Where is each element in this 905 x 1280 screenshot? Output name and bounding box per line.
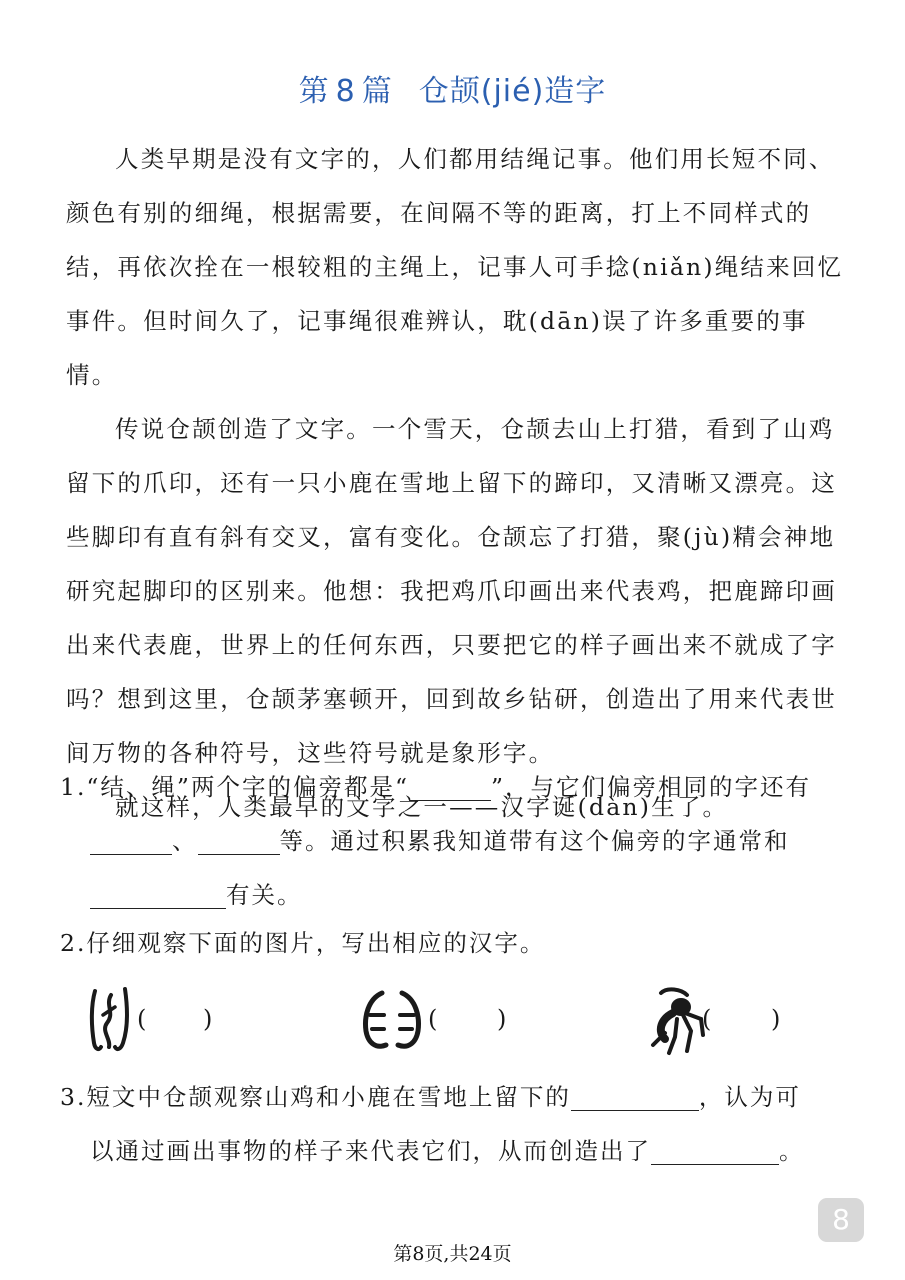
q2-glyph-row [85, 985, 805, 1060]
question-3 [60, 1070, 860, 1178]
q2-answer-field-1[interactable] [149, 1003, 199, 1039]
reading-passage [66, 132, 856, 834]
q1-text-part-2: ”，与它们偏旁相同的字还有 [490, 773, 811, 801]
q3-text-part-1: 3.短文中仓颉观察山鸡和小鹿在雪地上留下的 [60, 1083, 571, 1111]
q2-answer-field-2[interactable] [441, 1003, 493, 1039]
page-number-badge: 8 [818, 1198, 864, 1242]
q3-blank-2[interactable] [651, 1134, 779, 1165]
q1-separator: 、 [172, 827, 198, 855]
q2-paren-close-1: ) [203, 1005, 213, 1033]
q2-prompt: 2.仔细观察下面的图片，写出相应的汉字。 [60, 929, 546, 957]
q1-radical-blank[interactable] [409, 770, 491, 801]
passage-paragraph-3: 就这样，人类最早的文字之一——汉字诞(dàn)生了。 [115, 793, 729, 821]
q3-blank-1[interactable] [571, 1080, 699, 1111]
q2-paren-open-2: ( [428, 1005, 438, 1033]
ancient-water-glyph-icon [85, 985, 135, 1055]
question-1 [60, 760, 860, 922]
title-prefix: 第 [298, 74, 330, 109]
ancient-insect-glyph-icon [647, 985, 707, 1057]
q2-paren-close-2: ) [497, 1005, 507, 1033]
q2-paren-open-3: ( [702, 1005, 712, 1033]
ancient-mortar-glyph-icon [360, 985, 424, 1055]
page-footer: 第8页,共24页 [393, 1243, 512, 1265]
title-suffix: 篇 [361, 74, 393, 109]
passage-paragraph-2: 传说仓颉创造了文字。一个雪天，仓颉去山上打猎，看到了山鸡留下的爪印，还有一只小鹿在雪地上留下的蹄印，又清晰又漂亮。这些脚印有直有斜有交叉，富有变化。仓颉忘了打猎，聚(jù)精会神地研究起脚印的区别来。他想：我把鸡爪印画出来代表鸡，把鹿蹄印画出来代表鹿，世界上的任何东西，只要把它的样子画出来不就成了字吗？想到这里，仓颉茅塞顿开，回到故乡钻研，创造出了用来代表世间万物的各种符号，这些符号就是象形字。 [66, 415, 837, 767]
q3-text-part-2: ，认为可 [698, 1083, 801, 1111]
title-text: 仓颉(jié)造字 [418, 74, 607, 109]
q1-char-blank-2[interactable] [198, 824, 280, 855]
q2-answer-field-3[interactable] [715, 1003, 767, 1039]
q3-text-part-3: 以通过画出事物的样子来代表它们，从而创造出了 [90, 1137, 651, 1165]
title-number: 8 [335, 74, 356, 109]
passage-paragraph-1: 人类早期是没有文字的，人们都用结绳记事。他们用长短不同、颜色有别的细绳，根据需要，在间隔不等的距离，打上不同样式的结，再依次拴在一根较粗的主绳上，记事人可手捻(niǎn)绳结来回忆事件。但时间久了，记事绳很难辨认，耽(dān)误了许多重要的事情。 [66, 145, 844, 389]
q1-meaning-blank[interactable] [90, 878, 226, 909]
q3-text-part-4: 。 [779, 1137, 805, 1165]
q1-text-part-1: 1.“结、绳”两个字的偏旁都是“ [60, 773, 409, 801]
q2-paren-close-3: ) [771, 1005, 781, 1033]
q1-text-part-4: 有关。 [226, 881, 303, 909]
page-title [0, 66, 905, 110]
q1-char-blank-1[interactable] [90, 824, 172, 855]
question-2 [60, 916, 860, 970]
q2-paren-open-1: ( [137, 1005, 147, 1033]
q1-text-part-3: 等。通过积累我知道带有这个偏旁的字通常和 [279, 827, 790, 855]
